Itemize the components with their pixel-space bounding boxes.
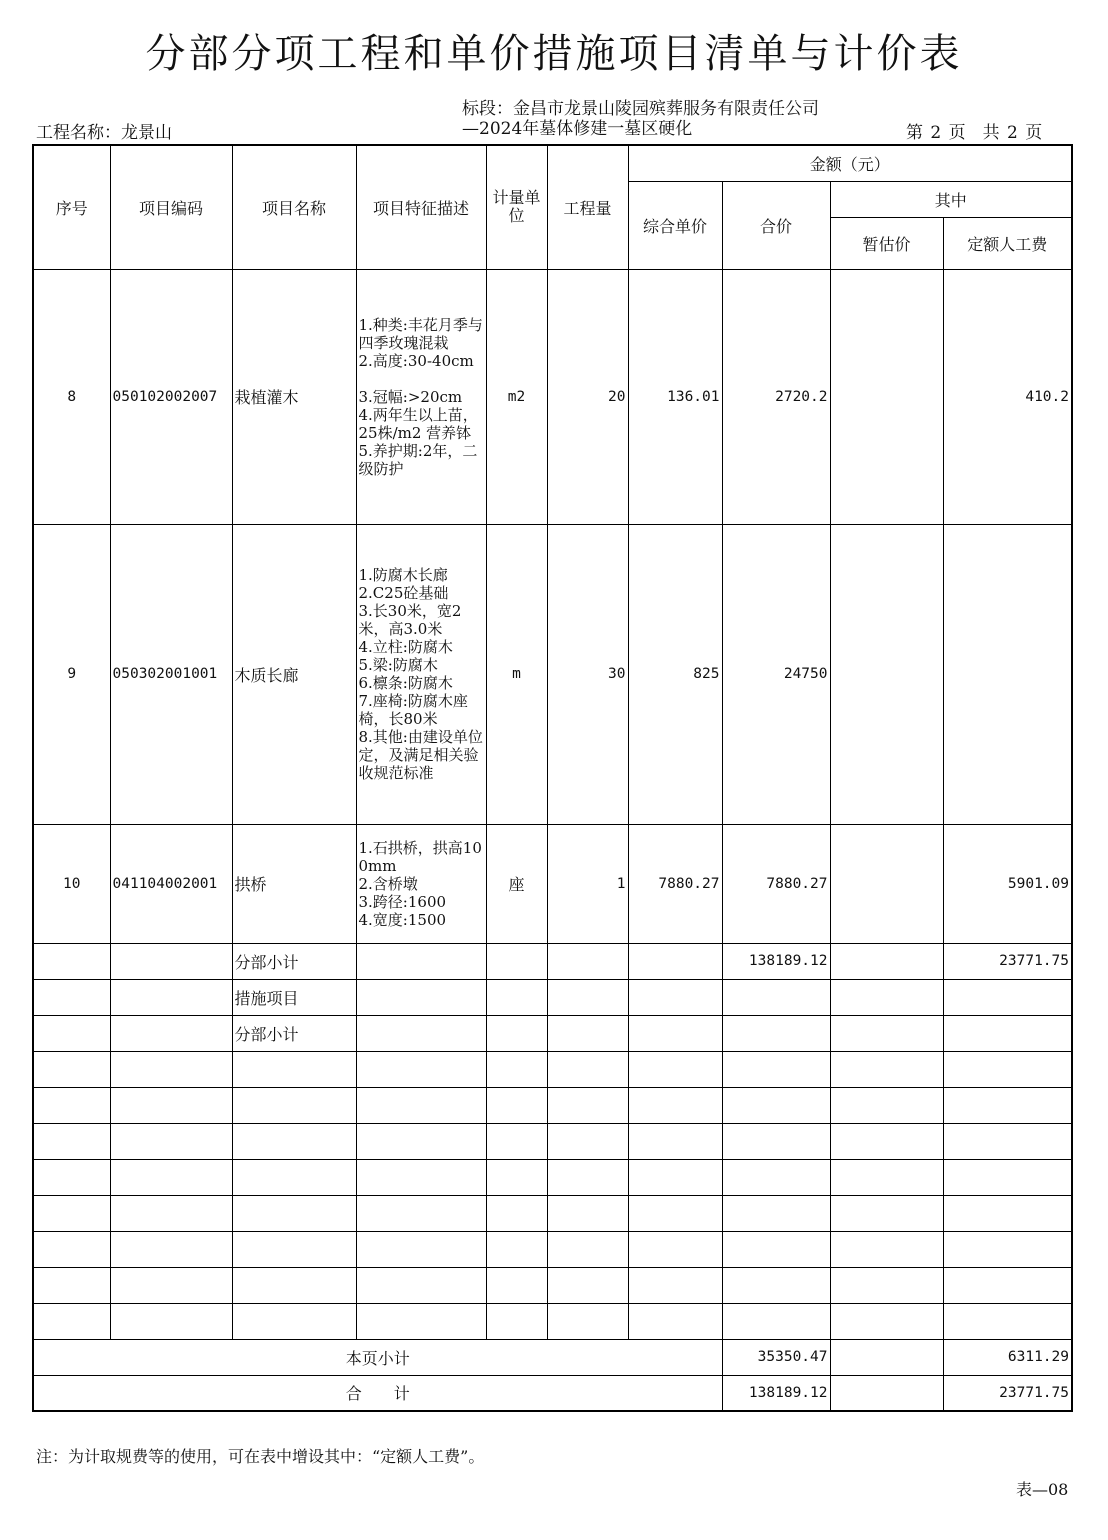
subtotal-row	[33, 943, 1072, 979]
table-row	[33, 824, 1072, 943]
page-subtotal-label: 本页小计	[33, 1339, 722, 1375]
row-unit-price: 825	[628, 524, 722, 824]
header-qty: 工程量	[547, 145, 628, 269]
header-desc: 项目特征描述	[356, 145, 486, 269]
header-of-which: 其中	[830, 181, 1072, 217]
row-total: 2720.2	[722, 269, 830, 524]
empty-row	[33, 1123, 1072, 1159]
header-unit-price: 综合单价	[628, 181, 722, 269]
row-desc: 1.种类:丰花月季与四季玫瑰混栽 2.高度:30-40cm 3.冠幅:>20cm 4.两年生以上苗，25株/m2 营养钵 5.养护期:2年，二级防护	[356, 269, 486, 524]
row-code: 050102002007	[110, 269, 232, 524]
subrow-name: 措施项目	[232, 979, 356, 1015]
row-unit: m	[486, 524, 547, 824]
footnote: 注：为计取规费等的使用，可在表中增设其中：“定额人工费”。	[36, 1447, 485, 1466]
empty-row	[33, 1087, 1072, 1123]
grand-total-total: 138189.12	[722, 1375, 830, 1411]
header-code: 项目编码	[110, 145, 232, 269]
subtotal-row	[33, 1015, 1072, 1051]
table-row	[33, 269, 1072, 524]
project-name-label: 工程名称：龙景山	[36, 123, 172, 143]
row-unit: 座	[486, 824, 547, 943]
row-total: 24750	[722, 524, 830, 824]
row-provisional	[830, 824, 943, 943]
row-code: 041104002001	[110, 824, 232, 943]
table-number: 表—08	[1016, 1480, 1069, 1499]
subrow-labor: 23771.75	[943, 943, 1072, 979]
subrow-labor	[943, 979, 1072, 1015]
empty-row	[33, 1267, 1072, 1303]
empty-row	[33, 1195, 1072, 1231]
header-unit: 计量单位	[486, 145, 547, 269]
row-name: 栽植灌木	[232, 269, 356, 524]
row-unit-price: 7880.27	[628, 824, 722, 943]
header-total: 合价	[722, 181, 830, 269]
row-qty: 30	[547, 524, 628, 824]
row-seq: 9	[33, 524, 110, 824]
bill-table	[32, 144, 1073, 1412]
empty-row	[33, 1231, 1072, 1267]
header-provisional: 暂估价	[830, 217, 943, 269]
empty-row	[33, 1303, 1072, 1339]
section-label: 标段：金昌市龙景山陵园殡葬服务有限责任公司—2024年墓体修建一墓区硬化	[462, 99, 819, 139]
row-seq: 8	[33, 269, 110, 524]
row-code: 050302001001	[110, 524, 232, 824]
header-seq: 序号	[33, 145, 110, 269]
row-unit-price: 136.01	[628, 269, 722, 524]
subrow-total: 138189.12	[722, 943, 830, 979]
subrow-labor	[943, 1015, 1072, 1051]
row-labor: 5901.09	[943, 824, 1072, 943]
subrow-total	[722, 979, 830, 1015]
header-name: 项目名称	[232, 145, 356, 269]
row-desc: 1.防腐木长廊 2.C25砼基础 3.长30米，宽2米，高3.0米 4.立柱:防腐木 5.梁:防腐木 6.檩条:防腐木 7.座椅:防腐木座椅，长80米 8.其他:由建设单位定，及满足相关验收规范标准	[356, 524, 486, 824]
empty-row	[33, 1051, 1072, 1087]
subrow-name: 分部小计	[232, 1015, 356, 1051]
row-qty: 1	[547, 824, 628, 943]
page-title: 分部分项工程和单价措施项目清单与计价表	[145, 31, 963, 77]
row-labor	[943, 524, 1072, 824]
page-subtotal-total: 35350.47	[722, 1339, 830, 1375]
page-subtotal-row	[33, 1339, 1072, 1375]
empty-row	[33, 1159, 1072, 1195]
page-subtotal-labor: 6311.29	[943, 1339, 1072, 1375]
grand-total-labor: 23771.75	[943, 1375, 1072, 1411]
measures-row	[33, 979, 1072, 1015]
row-name: 木质长廊	[232, 524, 356, 824]
table-row	[33, 524, 1072, 824]
row-labor: 410.2	[943, 269, 1072, 524]
row-name: 拱桥	[232, 824, 356, 943]
grand-total-label: 合 计	[33, 1375, 722, 1411]
row-total: 7880.27	[722, 824, 830, 943]
page-number: 第 2 页 共 2 页	[906, 123, 1043, 143]
subrow-total	[722, 1015, 830, 1051]
row-provisional	[830, 524, 943, 824]
row-unit: m2	[486, 269, 547, 524]
row-seq: 10	[33, 824, 110, 943]
row-qty: 20	[547, 269, 628, 524]
grand-total-row	[33, 1375, 1072, 1411]
row-desc: 1.石拱桥，拱高100mm 2.含桥墩 3.跨径:1600 4.宽度:1500	[356, 824, 486, 943]
header-amount: 金额（元）	[628, 145, 1072, 181]
header-labor: 定额人工费	[943, 217, 1072, 269]
subrow-name: 分部小计	[232, 943, 356, 979]
row-provisional	[830, 269, 943, 524]
